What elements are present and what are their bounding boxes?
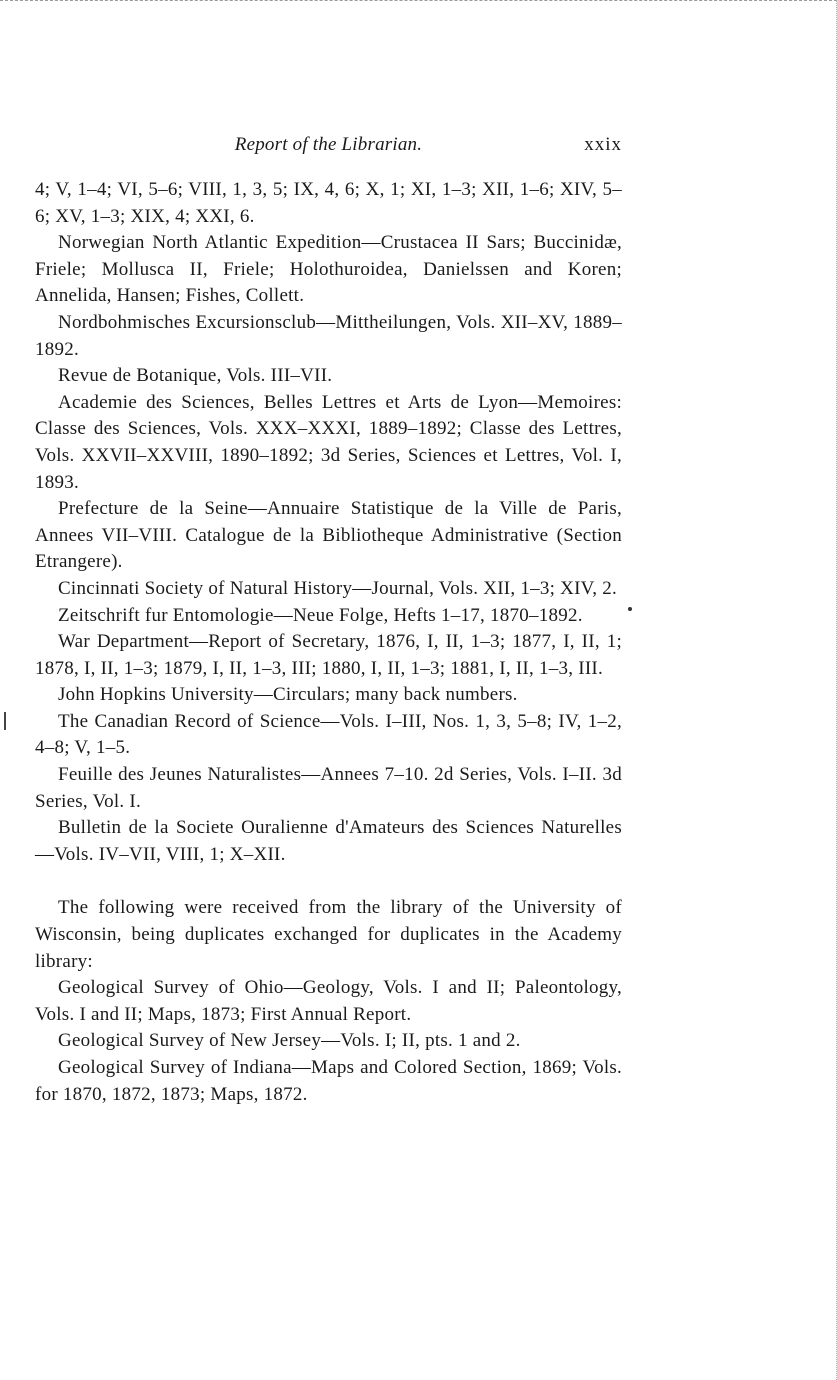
entry-survey-indiana: Geological Survey of Indiana—Maps and Colored Section, 1869; Vols. for 1870, 1872, 1873; Maps, 1872. <box>35 1057 622 1105</box>
entry-academie-lyon: Academie des Sciences, Belles Lettres et Arts de Lyon—Memoires: Classe des Sciences, Vols. XXX–XXXI, 1889–1892; Classe des Lettres, Vols. XXVII–XXVIII, 1890–1892; 3d Series, Sciences et Lettres, Vol. I, 1893. <box>35 391 622 493</box>
entry-bulletin-ouralienne: Bulletin de la Societe Ouralienne d'Amateurs des Sciences Naturelles—Vols. IV–VII, VIII, 1; X–XII. <box>35 817 622 865</box>
entry-prefecture-seine: Prefecture de la Seine—Annuaire Statistique de la Ville de Paris, Annees VII–VIII. Catalogue de la Bibliotheque Administrative (Section Etrangere). <box>35 498 622 573</box>
stray-ink-dot <box>628 607 632 611</box>
entry-feuille: Feuille des Jeunes Naturalistes—Annees 7–10. 2d Series, Vols. I–II. 3d Series, Vol. I. <box>35 764 622 812</box>
entry-survey-new-jersey: Geological Survey of New Jersey—Vols. I; II, pts. 1 and 2. <box>58 1030 521 1052</box>
page-top-edge <box>0 0 837 4</box>
entry-cincinnati-society: Cincinnati Society of Natural History—Journal, Vols. XII, 1–3; XIV, 2. <box>58 577 617 599</box>
page-number: xxix <box>584 134 622 155</box>
entry-zeitschrift: Zeitschrift fur Entomologie—Neue Folge, Hefts 1–17, 1870–1892. <box>58 604 583 626</box>
entry-war-department: War Department—Report of Secretary, 1876, I, II, 1–3; 1877, I, II, 1; 1878, I, II, 1–3; 1879, I, II, 1–3, III; 1880, I, II, 1–3; 1881, I, II, 1–3, III. <box>35 631 622 679</box>
entry-norwegian-expedition: Norwegian North Atlantic Expedition—Crustacea II Sars; Buccinidæ, Friele; Mollusca II, Friele; Holothuroidea, Danielssen and Koren; Annelida, Hansen; Fishes, Collett. <box>35 232 622 307</box>
running-title: Report of the Librarian. <box>234 134 423 155</box>
entry-john-hopkins: John Hopkins University—Circulars; many back numbers. <box>58 684 518 706</box>
stray-margin-mark <box>4 712 6 730</box>
text-block <box>35 177 622 1108</box>
wisconsin-intro: The following were received from the library of the University of Wisconsin, being duplicates exchanged for duplicates in the Academy library: <box>35 897 622 972</box>
entry-continued: 4; V, 1–4; VI, 5–6; VIII, 1, 3, 5; IX, 4, 6; X, 1; XI, 1–3; XII, 1–6; XIV, 5–6; XV, 1–3; XIX, 4; XXI, 6. <box>35 179 622 227</box>
entry-revue-botanique: Revue de Botanique, Vols. III–VII. <box>58 365 333 387</box>
entry-nordbohmisches: Nordbohmisches Excursionsclub—Mittheilungen, Vols. XII–XV, 1889–1892. <box>35 311 622 360</box>
section-gap <box>35 868 622 895</box>
running-head <box>35 133 622 157</box>
entry-survey-ohio: Geological Survey of Ohio—Geology, Vols. I and II; Paleontology, Vols. I and II; Maps, 1873; First Annual Report. <box>35 977 622 1025</box>
entry-canadian-record: The Canadian Record of Science—Vols. I–III, Nos. 1, 3, 5–8; IV, 1–2, 4–8; V, 1–5. <box>35 710 622 759</box>
